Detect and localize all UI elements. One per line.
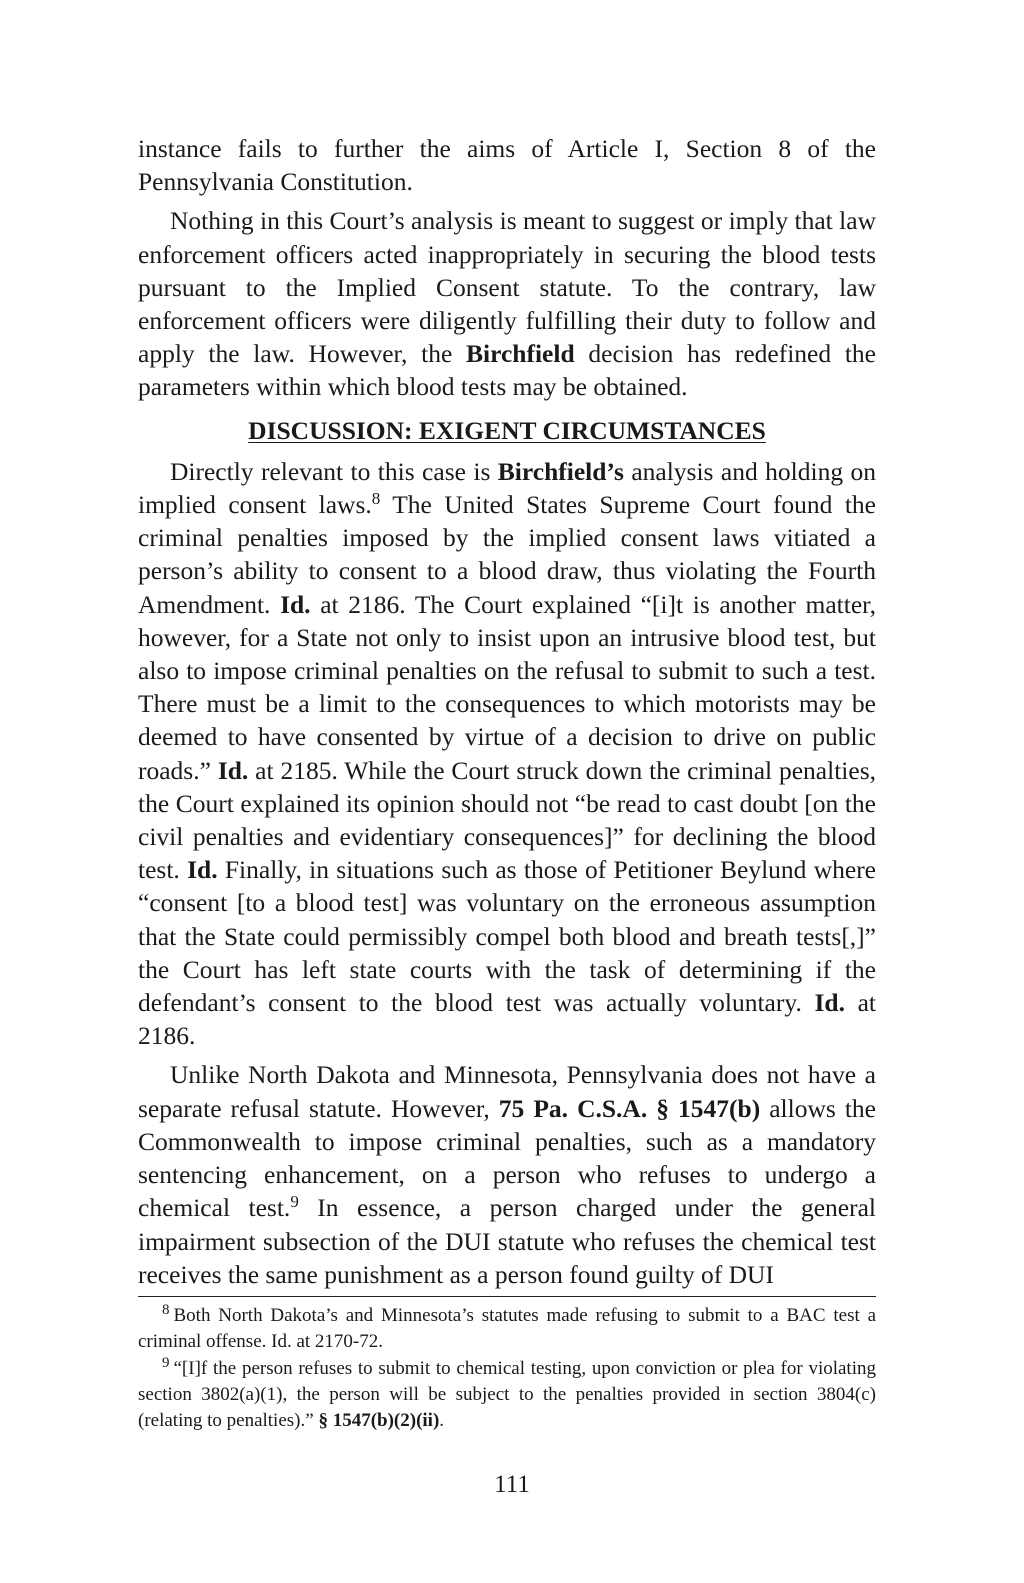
paragraph-text: decision has redefined the parameters within which blood tests may be obtained. xyxy=(138,339,876,402)
paragraph-text: The United States Supreme Court found the criminal penalties imposed by the implied consent laws vitiated a person’s ability to consent to a blood draw, thus violating the Fourth Amendment. xyxy=(138,490,877,619)
footnote-text: . xyxy=(439,1410,445,1432)
paragraph-pennsylvania-refusal xyxy=(138,1058,876,1290)
footnote-text: Both North Dakota’s and Minnesota’s statutes made refusing to submit to a BAC test a criminal offense. Id. at 2170-72. xyxy=(138,1305,876,1353)
paragraph-text: at 2186. xyxy=(138,988,876,1051)
page-number: 111 xyxy=(494,1471,530,1498)
citation-id: Id. xyxy=(217,755,249,785)
statute-citation: 75 Pa. C.S.A. § 1547(b) xyxy=(498,1093,761,1123)
footnote-text: “[I]f the person refuses to submit to chemical testing, upon conviction or plea for violating section 3802(a)(1), the person will be subject to the penalties provided in section 3804(c) (relating to penalties).” xyxy=(138,1357,876,1432)
paragraph-text: at 2186. The Court explained “[i]t is another matter, however, for a State not only to insist upon an intrusive blood test, but also to impose criminal penalties on the refusal to submit to such a test. There must be a limit to the consequences to which motorists may be deemed to have consented by virtue of a decision to drive on public roads.” xyxy=(138,589,876,785)
section-heading: DISCUSSION: EXIGENT CIRCUMSTANCES xyxy=(248,415,766,445)
statute-citation: § 1547(b)(2)(ii) xyxy=(318,1410,440,1432)
paragraph-text: Directly relevant to this case is xyxy=(170,456,498,486)
case-name-birchfield: Birchfield xyxy=(466,339,575,369)
footnote-reference: 9 xyxy=(290,1192,299,1212)
case-name-birchfield: Birchfield’s xyxy=(497,456,624,486)
paragraph-text: instance fails to further the aims of Article I, Section 8 of the Pennsylvania Constitution. xyxy=(138,134,876,197)
footnote-8 xyxy=(138,1303,876,1356)
citation-id: Id. xyxy=(187,855,218,885)
paragraph-text: at 2185. While the Court struck down the criminal penalties, the Court explained its opinion should not “be read to cast doubt [on the civil penalties and evidentiary consequences]” for declining the blood test. xyxy=(138,755,876,885)
paragraph-text: Nothing in this Court’s analysis is meant to suggest or imply that law enforcement officers acted inappropriately in securing the blood tests pursuant to the Implied Consent statute. To the contrary, law enforcement officers were diligently fulfilling their duty to follow and apply the law. However, the xyxy=(138,206,876,369)
body-text xyxy=(138,132,876,1291)
footnote-number: 9 xyxy=(162,1354,170,1371)
footnotes xyxy=(138,1303,876,1434)
paragraph-text: allows the Commonwealth to impose criminal penalties, such as a mandatory sentencing enhancement, on a person who refuses to undergo a chemical test. xyxy=(138,1093,877,1223)
citation-id: Id. xyxy=(814,988,845,1018)
footnote-reference: 8 xyxy=(371,489,381,509)
paragraph-implied-consent xyxy=(138,204,876,403)
paragraph-birchfield-analysis xyxy=(138,455,876,1053)
paragraph-text: Unlike North Dakota and Minnesota, Pennsylvania does not have a separate refusal statute. However, xyxy=(138,1060,876,1123)
paragraph-text: Finally, in situations such as those of Petitioner Beylund where “consent [to a blood test] was voluntary on the erroneous assumption that the State could permissibly compel both blood and breath tests[,]” the Court has left state courts with the task of determining if the defendant’s consent to the blood test was actually voluntary. xyxy=(138,855,876,1018)
citation-id: Id. xyxy=(280,589,311,619)
paragraph-continuation xyxy=(138,132,876,198)
footnote-divider xyxy=(138,1296,876,1297)
paragraph-text: analysis and holding on implied consent laws. xyxy=(138,456,876,520)
paragraph-text: In essence, a person charged under the general impairment subsection of the DUI statute who refuses the chemical test receives the same punishment as a person found guilty of DUI xyxy=(138,1193,876,1289)
footnote-number: 8 xyxy=(162,1302,170,1318)
footnote-9 xyxy=(138,1356,876,1435)
